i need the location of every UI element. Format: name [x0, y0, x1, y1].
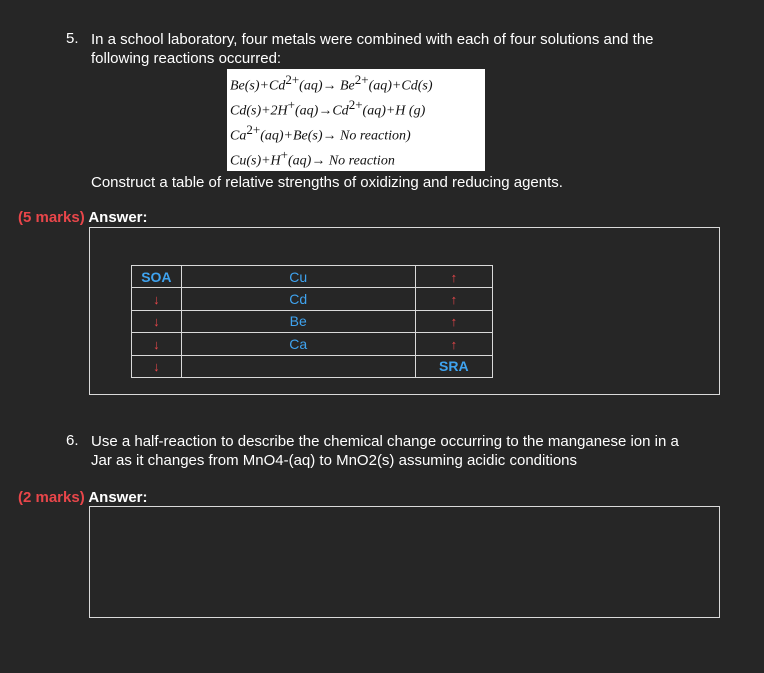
question-6-answer-box[interactable] [89, 506, 720, 618]
question-5-number: 5. [66, 30, 79, 47]
up-arrow-icon: ↑ [450, 314, 458, 330]
up-arrow-icon: ↑ [450, 336, 458, 352]
metal-cell: Cd [181, 288, 415, 310]
down-arrow-icon: ↓ [153, 359, 160, 375]
down-arrow-icon: ↓ [153, 292, 160, 308]
question-5-line1: In a school laboratory, four metals were combined with each of four solutions and the [91, 31, 654, 48]
down-arrow-icon: ↓ [153, 314, 160, 330]
question-5-text [91, 30, 654, 68]
metal-cell: Ca [181, 333, 415, 355]
metal-cell [181, 355, 415, 377]
question-5-answer-label: Answer: [88, 209, 148, 226]
question-6-marks: (2 marks) [18, 489, 85, 506]
question-5-marks-line [18, 209, 148, 226]
table-row [132, 355, 493, 377]
question-6-marks-line [18, 489, 148, 506]
table-row [132, 288, 493, 310]
down-arrow-icon: ↓ [153, 336, 160, 352]
question-6-line2: Jar as it changes from MnO4-(aq) to MnO2(s) assuming acidic conditions [91, 452, 578, 469]
question-5-line2: following reactions occurred: [91, 50, 282, 67]
reaction-3: $Ca^{2+}(aq)+Be(s)\to No$ reaction) [230, 122, 411, 144]
metal-cell: Cu [181, 266, 415, 288]
up-arrow-icon: ↑ [450, 292, 458, 308]
metal-cell: Be [181, 310, 415, 332]
question-5-marks: (5 marks) [18, 209, 85, 226]
reaction-1: $Be(s)+Cd^{2+}(aq)\to Be^{2+}(aq)+Cd(s)$ [230, 72, 433, 94]
question-5-instruction: Construct a table of relative strengths of oxidizing and reducing agents. [91, 174, 563, 191]
table-row [132, 266, 493, 288]
reaction-2: $Cd(s)+2H^+(aq)\to Cd^{2+}(aq)+H$ (g) [230, 97, 426, 119]
sra-footer: SRA [415, 355, 492, 377]
question-6-text [91, 432, 679, 470]
table-row [132, 310, 493, 332]
reaction-4: Cu(s)+H+(aq)→ No reaction [230, 147, 395, 169]
table-row [132, 333, 493, 355]
question-6-answer-label: Answer: [88, 489, 148, 506]
soa-header: SOA [132, 266, 182, 288]
reactions-box [227, 69, 485, 171]
question-6-number: 6. [66, 432, 79, 449]
up-arrow-icon: ↑ [450, 269, 458, 285]
question-6-line1: Use a half-reaction to describe the chemical change occurring to the manganese ion in a [91, 433, 679, 450]
strength-table [131, 265, 493, 378]
